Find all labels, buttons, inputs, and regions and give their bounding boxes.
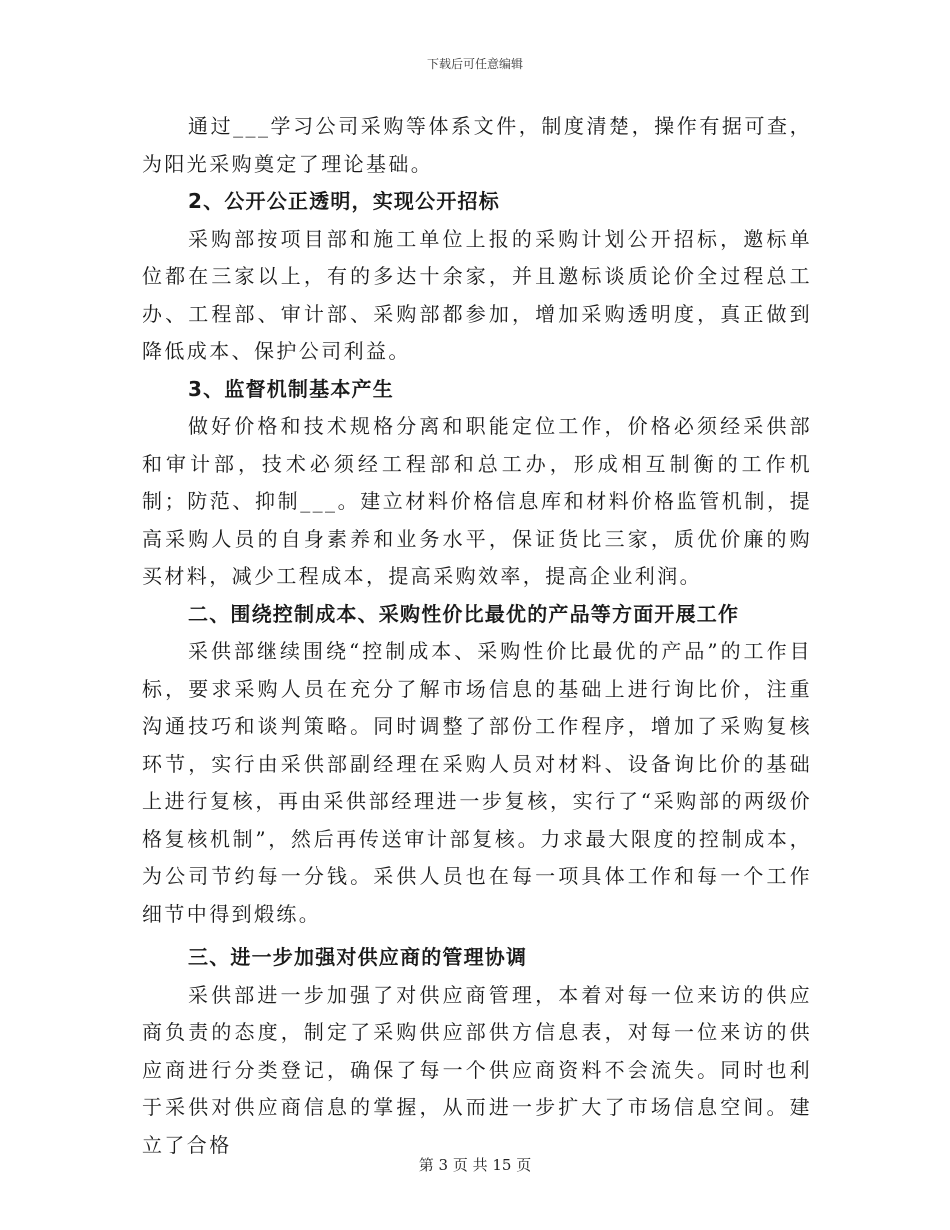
section-heading: 二、围绕控制成本、采购性价比最优的产品等方面开展工作 — [188, 601, 740, 626]
body-paragraph: 做好价格和技术规格分离和职能定位工作，价格必须经采供部和审计部，技术必须经工程部和总工办，形成相互制衡的工作机制；防范、抑制___。建立材料价格信息库和材料价格监管机制，提高采购人员的自身素养和业务水平，保证货比三家，质优价廉的购买材料，减少工程成本，提高采购效率，提高企业利润。 — [142, 414, 812, 588]
body-paragraph: 采购部按项目部和施工单位上报的采购计划公开招标，邀标单位都在三家以上，有的多达十余家，并且邀标谈质论价全过程总工办、工程部、审计部、采购部都参加，增加采购透明度，真正做到降低成本、保护公司利益。 — [142, 226, 812, 363]
header-note: 下载后可任意编辑 — [426, 57, 523, 71]
page-number: 第 3 页 共 15 页 — [418, 1156, 532, 1174]
section-heading: 2、公开公正透明，实现公开招标 — [188, 189, 500, 213]
section-heading: 3、监督机制基本产生 — [188, 376, 394, 401]
body-paragraph: 通过___学习公司采购等体系文件，制度清楚，操作有据可查，为阳光采购奠定了理论基础。 — [142, 114, 812, 176]
section-heading: 三、进一步加强对供应商的管理协调 — [188, 945, 528, 969]
document-body — [142, 108, 812, 1164]
body-paragraph: 采供部继续围绕“控制成本、采购性价比最优的产品”的工作目标，要求采购人员在充分了解市场信息的基础上进行询比价，注重沟通技巧和谈判策略。同时调整了部份工作程序，增加了采购复核环节，实行由采供部副经理在采购人员对材料、设备询比价的基础上进行复核，再由采供部经理进一步复核，实行了“采购部的两级价格复核机制”，然后再传送审计部复核。力求最大限度的控制成本，为公司节约每一分钱。采供人员也在每一项具体工作和每一个工作细节中得到煅练。 — [142, 639, 812, 926]
body-paragraph: 采供部进一步加强了对供应商管理，本着对每一位来访的供应商负责的态度，制定了采购供应部供方信息表，对每一位来访的供应商进行分类登记，确保了每一个供应商资料不会流失。同时也利于采供对供应商信息的掌握，从而进一步扩大了市场信息空间。建立了合格 — [142, 982, 812, 1157]
